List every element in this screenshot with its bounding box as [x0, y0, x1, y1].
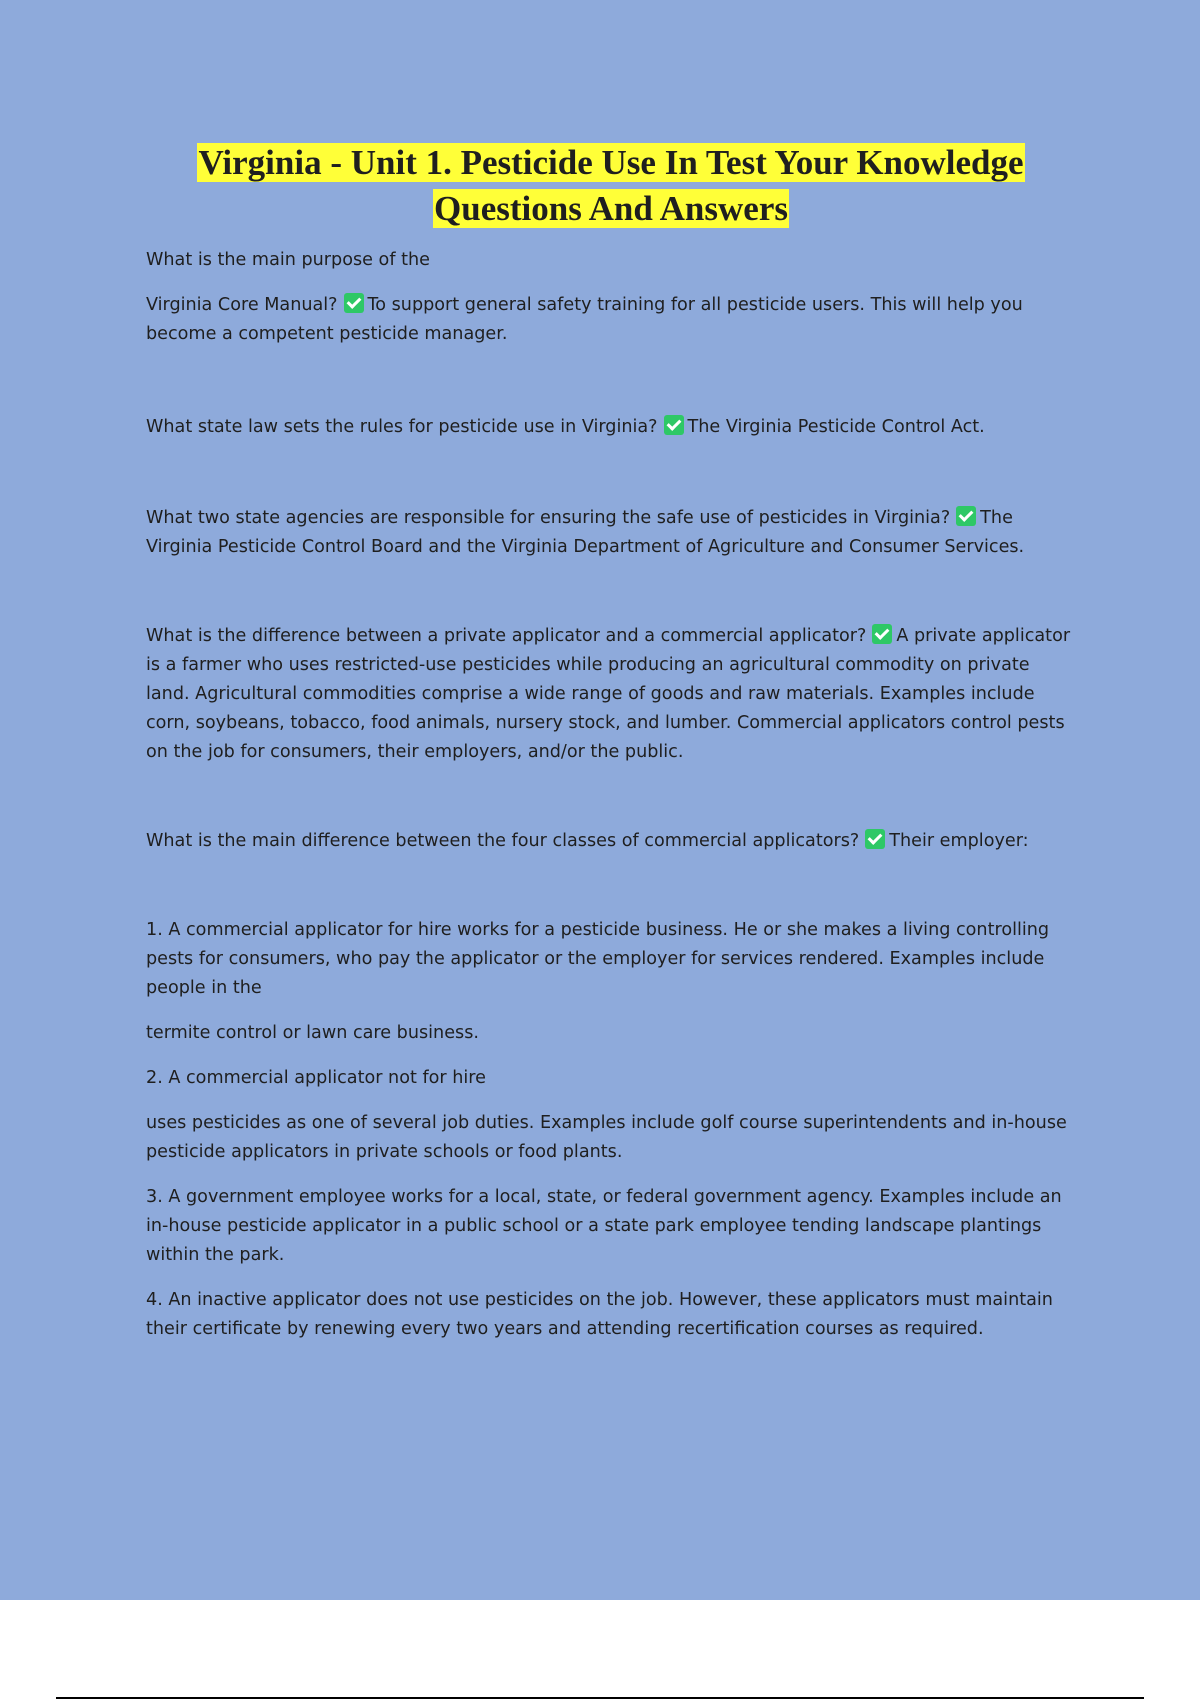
qa-item-2 [146, 413, 1076, 442]
check-mark-icon [872, 624, 892, 644]
qa-item-5 [146, 827, 1076, 856]
title-line-1: Virginia - Unit 1. Pesticide Use In Test Your Knowledge [198, 143, 1024, 182]
answer-5: Their employer: [889, 831, 1029, 851]
title-line-2: Questions And Answers [434, 189, 788, 228]
footer-divider [56, 1697, 1144, 1699]
check-mark-icon [664, 415, 684, 435]
class-1-text: 1. A commercial applicator for hire works for a pesticide business. He or she makes a living controlling pests for consumers, who pay the applicator or the employer for services rendered. Examples include people in the [146, 920, 1050, 998]
qa-item-4 [146, 622, 1076, 767]
document-title [126, 140, 1096, 232]
qa-item-3 [146, 504, 1076, 562]
question-5: What is the main difference between the four classes of commercial applicators? [146, 831, 860, 851]
check-mark-icon [344, 293, 364, 313]
qa-item-1 [146, 291, 1076, 349]
question-3: What two state agencies are responsible for ensuring the safe use of pesticides in Virginia? [146, 508, 951, 528]
class-3-text: 3. A government employee works for a local, state, or federal government agency. Examples include an in-house pesticide applicator in a public school or a state park employee tending landscape plantings within the park. [146, 1187, 1062, 1265]
document-body [146, 140, 1076, 1344]
question-4: What is the difference between a private applicator and a commercial applicator? [146, 626, 867, 646]
answer-3: The Virginia Pesticide Control Board and the Virginia Department of Agriculture and Consumer Services. [146, 508, 1025, 557]
question-1-part-2: Virginia Core Manual? [146, 295, 338, 315]
answer-2: The Virginia Pesticide Control Act. [687, 417, 985, 437]
class-2-text: 2. A commercial applicator not for hire [146, 1068, 486, 1088]
check-mark-icon [956, 506, 976, 526]
answer-4: A private applicator is a farmer who uses restricted-use pesticides while producing an agricultural commodity on private land. Agricultural commodities comprise a wide range of goods and raw materials. Examples include corn, soybeans, tobacco, food animals, nursery stock, and lumber. Commercial applicators control pests on the job for consumers, their employers, and/or the public. [146, 626, 1071, 762]
class-1-continued: termite control or lawn care business. [146, 1023, 479, 1043]
check-mark-icon [865, 829, 885, 849]
question-2: What state law sets the rules for pesticide use in Virginia? [146, 417, 658, 437]
class-2-continued: uses pesticides as one of several job duties. Examples include golf course superintendents and in-house pesticide applicators in private schools or food plants. [146, 1113, 1067, 1162]
answer-1: To support general safety training for all pesticide users. This will help you become a competent pesticide manager. [146, 295, 1023, 344]
class-4-text: 4. An inactive applicator does not use pesticides on the job. However, these applicators must maintain their certificate by renewing every two years and attending recertification courses as required. [146, 1290, 1053, 1339]
question-1-part-1: What is the main purpose of the [146, 250, 430, 270]
